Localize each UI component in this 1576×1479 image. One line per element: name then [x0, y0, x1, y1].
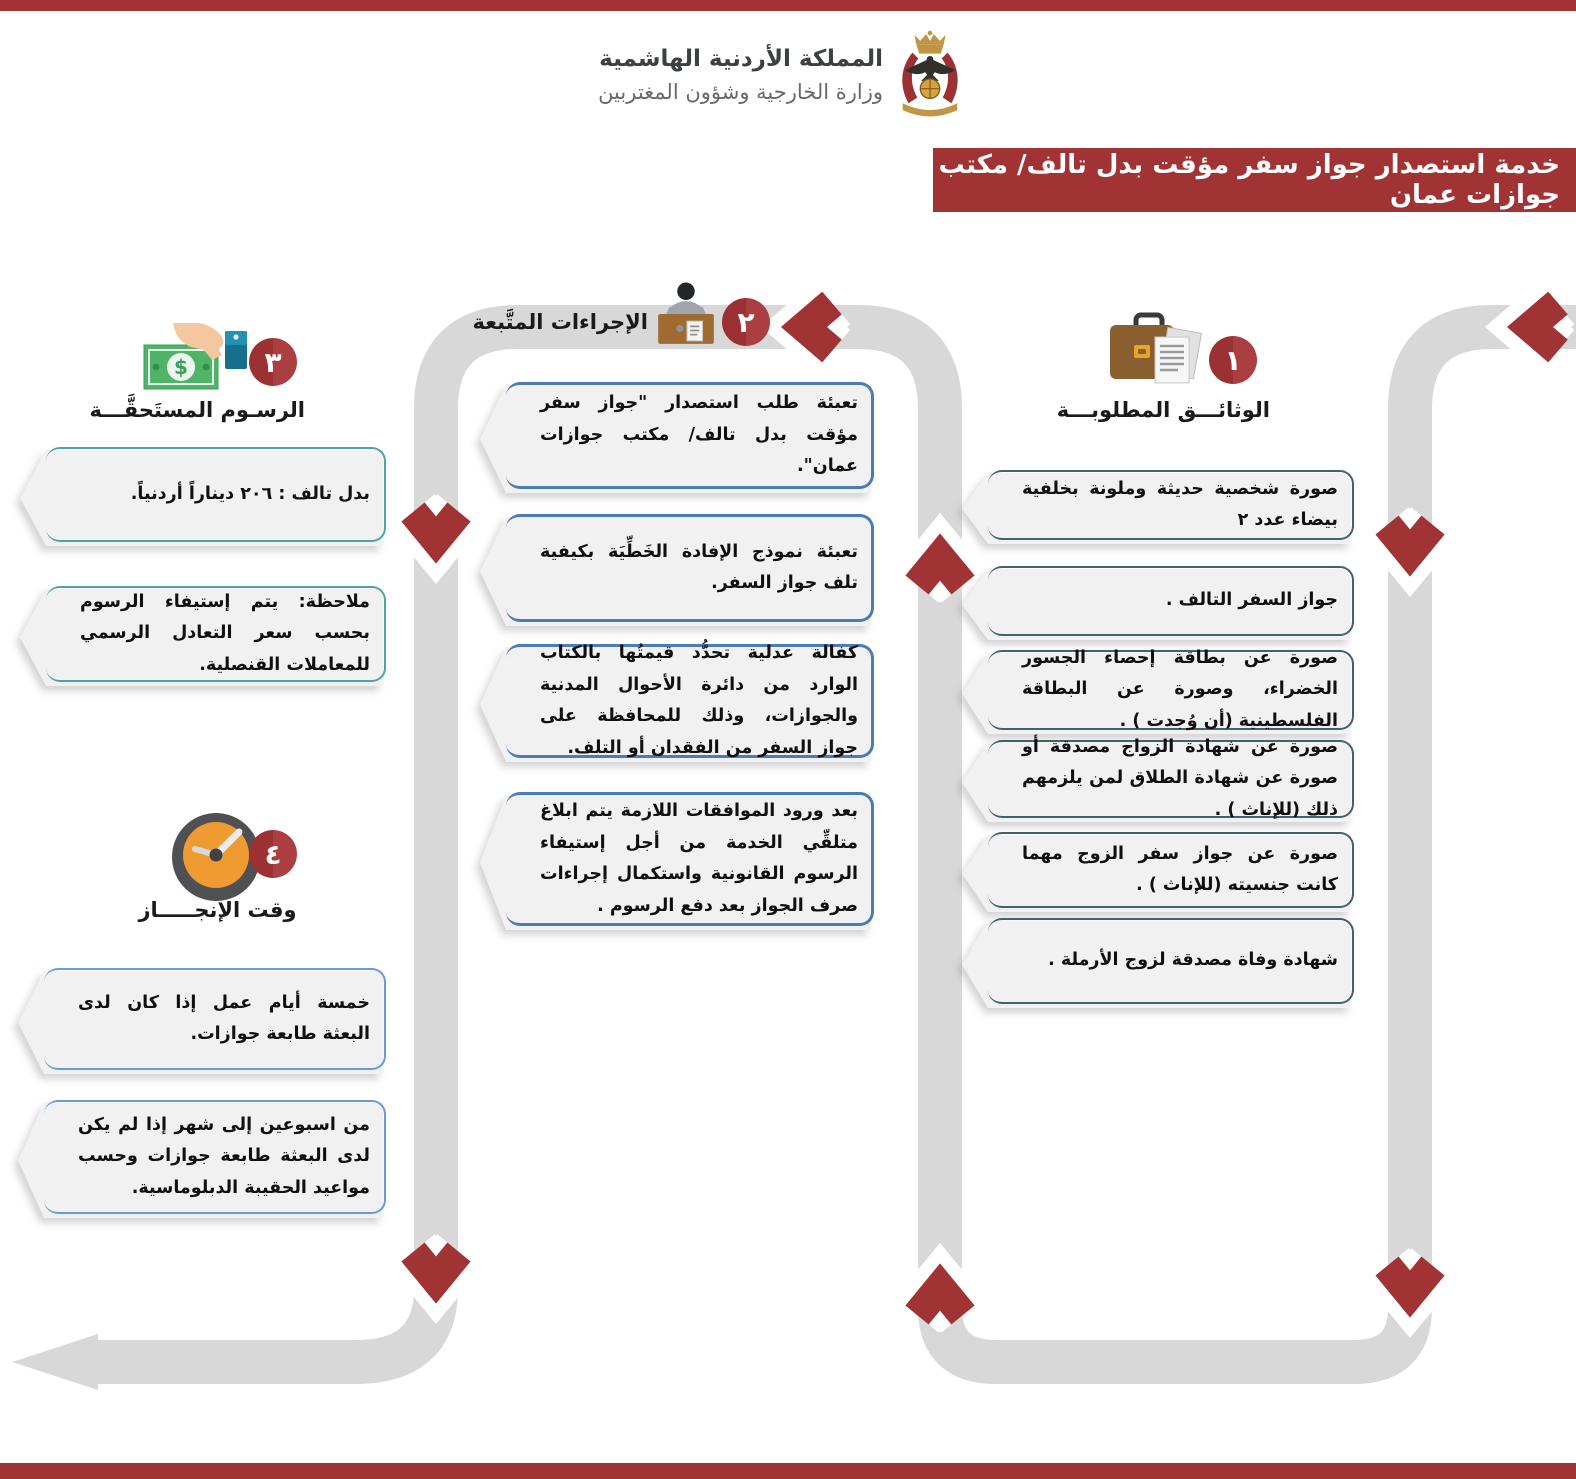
procedure-item [506, 382, 874, 489]
service-title-banner: خدمة استصدار جواز سفر مؤقت بدل تالف/ مكتب جوازات عمان [933, 148, 1576, 212]
document-item-text: صورة شخصية حديثة وملونة بخلفية بيضاء عدد ٢ [1022, 478, 1338, 530]
procedure-item-text: بعد ورود الموافقات اللازمة يتم ابلاغ متلقِّي الخدمة من أجل إستيفاء الرسوم القانونية واستكمال إجراءات صرف الجواز بعد دفع الرسوم . [540, 801, 858, 916]
section-number-badge-3: ٣ [249, 338, 297, 386]
document-item-text: صورة عن جواز سفر الزوج مهما كانت جنسيته (للإناث ) . [1022, 843, 1338, 895]
section-number-badge-1: ١ [1209, 336, 1257, 384]
document-item [988, 647, 1354, 731]
document-item [988, 566, 1354, 636]
section-title-time: وقت الإنجـــــاز [138, 898, 297, 922]
procedure-item [506, 514, 874, 622]
fee-item-text: ملاحظة: يتم إستيفاء الرسوم بحسب سعر التعادل الرسمي للمعاملات القنصلية. [80, 591, 370, 675]
procedure-item [506, 792, 874, 926]
money-hand-icon [143, 323, 251, 395]
procedure-item-text: تعبئة نموذج الإفادة الخَطِّيَة بكيفية تلف جواز السفر. [540, 541, 858, 593]
ministry-name: وزارة الخارجية وشؤون المغتربين [598, 80, 883, 104]
section-title-documents: الوثائـــق المطلوبـــة [1056, 398, 1270, 422]
kingdom-name: المملكة الأردنية الهاشمية [599, 46, 883, 72]
procedure-item-text: تعبئة طلب استصدار "جواز سفر مؤقت بدل تالف/ مكتب جوازات عمان". [540, 393, 858, 477]
document-item [988, 832, 1354, 908]
procedure-item [506, 644, 874, 758]
section-title-procedures: الإجراءات المتَّبعة [472, 310, 648, 334]
document-item-text: صورة عن بطاقة إحصاء الجسور الخضراء، وصورة عن البطاقة الفلسطينية (أن وُجدت ) . [1022, 647, 1338, 731]
fee-item [46, 586, 386, 682]
time-item-text: من اسبوعين إلى شهر إذا لم يكن لدى البعثة طابعة جوازات وحسب مواعيد الحقيبة الدبلوماسية. [78, 1114, 370, 1198]
document-item [988, 736, 1354, 820]
document-item-text: صورة عن شهادة الزواج مصدقة أو صورة عن شهادة الطلاق لمن يلزمهم ذلك (للإناث ) . [1022, 736, 1338, 820]
section-title-fees: الرسـوم المستَحقَّـــة [89, 398, 305, 422]
svg-text:$: $ [174, 355, 188, 379]
clerk-desk-icon [653, 281, 719, 347]
flow-end-arrow [12, 1334, 98, 1390]
time-item-text: خمسة أيام عمل إذا كان لدى البعثة طابعة جوازات. [78, 992, 370, 1044]
fee-item-text: بدل تالف : ٢٠٦ ديناراً أردنياً. [130, 483, 370, 504]
document-item-text: جواز السفر التالف . [1165, 590, 1338, 611]
time-item [44, 1100, 386, 1214]
time-item [44, 968, 386, 1070]
briefcase-documents-icon [1100, 312, 1204, 394]
document-item [988, 470, 1354, 540]
section-number-badge-2: ٢ [722, 298, 770, 346]
document-item [988, 918, 1354, 1004]
section-number-badge-4: ٤ [249, 830, 297, 878]
document-item-text: شهادة وفاة مصدقة لزوج الأرملة . [1048, 950, 1338, 971]
procedure-item-text: كفالة عدلية تحدُّد قيمتُها بالكتاب الوارد من دائرة الأحوال المدنية والجوازات، وذلك للمحافظة على جواز السفر من الفقدان أو التلف. [540, 643, 858, 758]
fee-item [46, 447, 386, 542]
